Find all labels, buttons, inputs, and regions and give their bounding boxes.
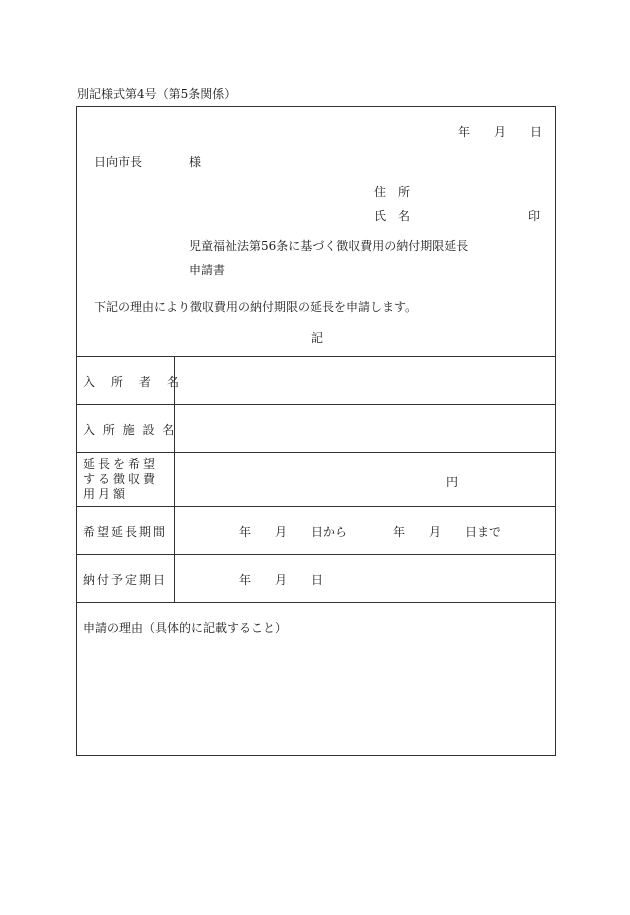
period-from-month: 月 bbox=[275, 525, 288, 539]
row-divider bbox=[77, 554, 555, 555]
address-label: 住 所 bbox=[374, 185, 411, 199]
due-year: 年 bbox=[239, 573, 252, 587]
due-date-label: 納付予定期日 bbox=[83, 573, 168, 587]
period-from-day: 日から bbox=[311, 525, 348, 539]
period-to-year: 年 bbox=[393, 525, 406, 539]
yen-unit: 円 bbox=[446, 475, 459, 489]
name-label: 氏 名 bbox=[374, 209, 411, 223]
document-title-line1: 児童福祉法第56条に基づく徴収費用の納付期限延長 bbox=[189, 239, 469, 253]
addressee: 日向市長 bbox=[94, 155, 143, 169]
due-day: 日 bbox=[311, 573, 324, 587]
admittee-name-label: 入 所 者 名 bbox=[83, 375, 182, 389]
admittee-name-field[interactable] bbox=[175, 357, 555, 403]
form-number-title: 別記様式第4号（第5条関係） bbox=[77, 87, 237, 101]
period-from-year: 年 bbox=[239, 525, 252, 539]
intro-statement: 下記の理由により徴収費用の納付期限の延長を申請します。 bbox=[94, 300, 418, 314]
facility-name-field[interactable] bbox=[175, 405, 555, 451]
application-form-frame bbox=[76, 106, 556, 756]
date-day: 日 bbox=[530, 125, 543, 139]
reason-label: 申請の理由（具体的に記載すること） bbox=[83, 621, 288, 635]
fee-amount-field[interactable] bbox=[175, 453, 555, 505]
reason-field[interactable] bbox=[79, 637, 553, 751]
due-month: 月 bbox=[275, 573, 288, 587]
extension-period-label: 希望延長期間 bbox=[83, 525, 168, 539]
document-title-line2: 申請書 bbox=[189, 263, 226, 277]
date-month: 月 bbox=[494, 125, 507, 139]
row-divider bbox=[77, 506, 555, 507]
row-divider bbox=[77, 602, 555, 603]
honorific: 様 bbox=[189, 155, 202, 169]
period-to-month: 月 bbox=[429, 525, 442, 539]
date-year: 年 bbox=[458, 125, 471, 139]
period-to-day: 日まで bbox=[465, 525, 502, 539]
fee-amount-label: 延長を希望する徴収費用月額 bbox=[83, 457, 159, 501]
ki-mark: 記 bbox=[311, 331, 324, 345]
seal-mark: 印 bbox=[528, 209, 541, 223]
facility-name-label: 入 所 施 設 名 bbox=[83, 423, 177, 437]
